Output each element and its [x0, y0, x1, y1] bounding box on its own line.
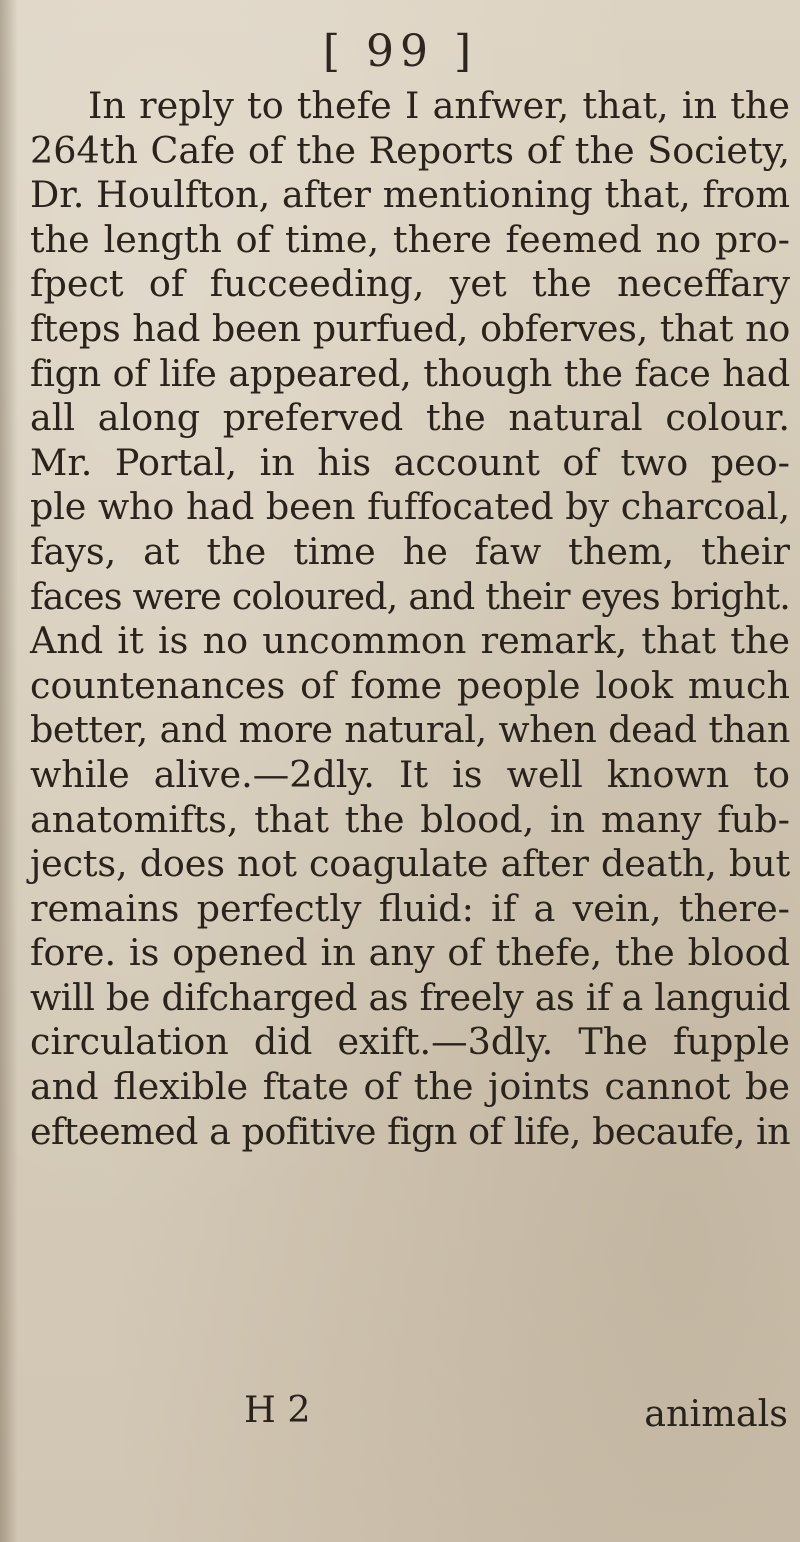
text-line: remains perfectly fluid: if a vein, there-	[30, 886, 790, 930]
text-line: the length of time, there feemed no pro-	[30, 217, 790, 261]
page-number: [ 99 ]	[322, 26, 478, 77]
text-line: fore. is opened in any of thefe, the blood	[30, 931, 790, 975]
text-line: fpect of fucceeding, yet the neceffary	[30, 262, 790, 306]
text-line: better, and more natural, when dead than	[30, 708, 790, 752]
text-line: faces were coloured, and their eyes bright.	[30, 574, 790, 618]
text-line: ple who had been fuffocated by charcoal,	[30, 485, 790, 529]
text-line: will be difcharged as freely as if a languid	[30, 975, 790, 1019]
signature-mark: H 2	[244, 1388, 311, 1431]
text-line: 264th Cafe of the Reports of the Society,	[30, 128, 790, 172]
text-line: And it is no uncommon remark, that the	[30, 619, 790, 663]
text-line: Mr. Portal, in his account of two peo-	[30, 440, 790, 484]
text-line: In reply to thefe I anfwer, that, in the	[88, 84, 790, 127]
text-line: efteemed a pofitive fign of life, becaufe, in	[30, 1109, 790, 1153]
text-line: and flexible ftate of the joints cannot be	[30, 1065, 790, 1109]
text-line: jects, does not coagulate after death, but	[30, 842, 790, 886]
text-line: circulation did exift.—3dly. The fupple	[30, 1020, 790, 1064]
text-line: countenances of fome people look much	[30, 663, 790, 707]
body-text	[30, 84, 790, 1154]
text-line: fteps had been purfued, obferves, that no	[30, 306, 790, 350]
text-line: all along preferved the natural colour.	[30, 396, 790, 440]
catchword: animals	[644, 1392, 788, 1435]
text-line: anatomifts, that the blood, in many fub-	[30, 797, 790, 841]
page-footer	[0, 1388, 800, 1438]
text-line: fign of life appeared, though the face had	[30, 351, 790, 395]
text-line: while alive.—2dly. It is well known to	[30, 752, 790, 796]
text-line: Dr. Houlfton, after mentioning that, from	[30, 173, 790, 217]
text-line: fays, at the time he faw them, their	[30, 529, 790, 573]
